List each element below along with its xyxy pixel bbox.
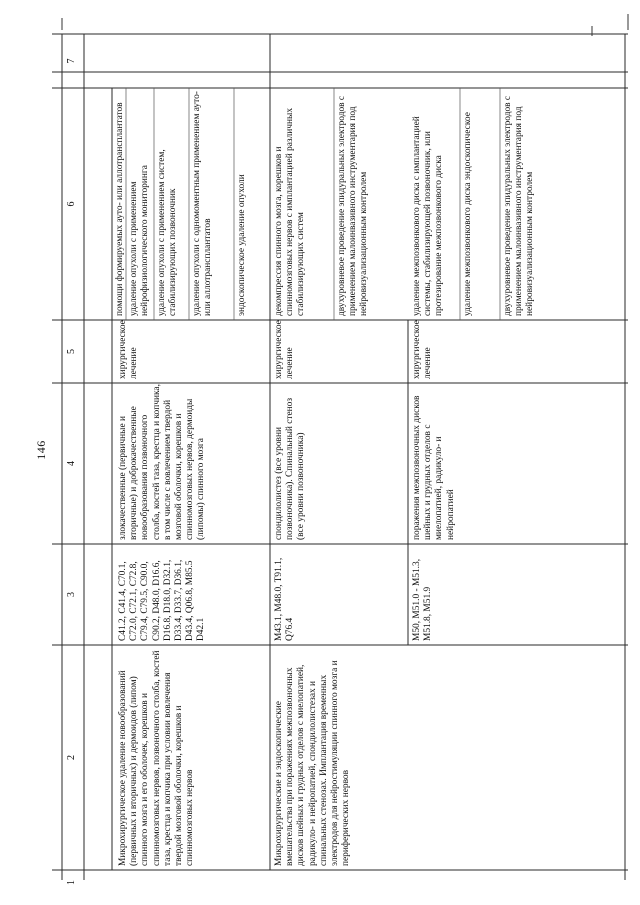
row3-treatment: хирургическое лечение (412, 320, 434, 379)
row2-method-1: декомпрессия спинного мозга, корешков и спинномозговых нервов с имплантацией различных стабилизирующих систем (274, 107, 307, 316)
row3-codes: M50, M51.0 - M51.3, M51.8, M51.9 (412, 558, 434, 641)
column-header-7: 7 (66, 58, 77, 64)
row1-method-2: удаление опухоли с применением нейрофизиологического мониторинга (129, 165, 151, 316)
column-header-1: 1 (66, 880, 77, 885)
row2-name: Микрохирургические и эндоскопические вмешательства при поражениях межпозвоночных дисков шейных и грудных отделов с миелопатией, радикуло- и нейропатией, спондилолистезах и спинальных стенозах. Имплантация временных электродов для нейростимуляции спинного мозга и периферических нервов (274, 660, 352, 866)
row2-method-2: двухуровневое проведение эпидуральных электродов с применением малоинвазивного инструментария под нейровизуализационным контролем (337, 95, 370, 316)
row1-method-3: удаление опухоли с применением систем, стабилизирующих позвоночник (157, 149, 179, 316)
row3-method-1: удаление межпозвонкового диска с имплантацией системы, стабилизирующей позвоночник, или протезирование межпозвонкового диска (412, 116, 445, 316)
row3-method-2: удаление межпозвонкового диска эндоскопическое (463, 112, 473, 316)
row1-model: злокачественные (первичные и вторичные) и доброкачественные новообразования позвоночного столба, костей таза, крестца и копчика, в том числе с вовлечением твердой мозговой оболочки, корешков и спинномозговых нервов, дермоиды (липомы) спинного мозга (118, 384, 207, 540)
column-header-4: 4 (66, 461, 77, 466)
row3-method-3: двухуровневое проведение эпидуральных электродов с применением малоинвазивного инструментария под нейровизуализационным контролем (503, 95, 536, 316)
column-header-6: 6 (66, 201, 77, 207)
row1-treatment: хирургическое лечение (118, 320, 140, 379)
page-number: 146 (34, 440, 48, 460)
row2-codes: M43.1, M48.0, T91.1, Q76.4 (274, 557, 296, 641)
row1-method-1: помощи формируемых ауто- или аллотрансплантатов (115, 102, 125, 316)
row1-name: Микрохирургическое удаление новообразований (первичных и вторичных) и дермоидов (липом) спинного мозга и его оболочек, корешков и спинномозговых нервов, позвоночного столба, костей таза, крестца и копчика при условии вовлечения твердой мозговой оболочки, корешков и спинномозговых нервов (118, 650, 196, 866)
column-header-3: 3 (66, 592, 77, 597)
row1-method-5: эндоскопическое удаление опухоли (237, 174, 247, 316)
column-header-5: 5 (66, 349, 77, 354)
row1-method-4: удаление опухоли с одномоментным применением ауто- или аллотрансплантатов (192, 91, 214, 316)
row1-codes: C41.2, C41.4, C70.1, C72.0, C72.1, C72.8, C79.4, C79.5, C90.0, C90.2, D48.0, D16.6, D16.8, D18.0, D32.1, D33.4, D33.7, D36.1, D43.4, Q06.8, M85.5 D42.1 (118, 559, 207, 641)
column-header-2: 2 (66, 755, 77, 760)
row2-model: спондилолистез (все уровни позвоночника). Спинальный стеноз (все уровни позвоночника) (274, 397, 307, 540)
row2-treatment: хирургическое лечение (274, 320, 296, 379)
row3-model: поражения межпозвоночных дисков шейных и грудных отделов с миелопатией, радикуло- и нейропатией (412, 395, 456, 540)
